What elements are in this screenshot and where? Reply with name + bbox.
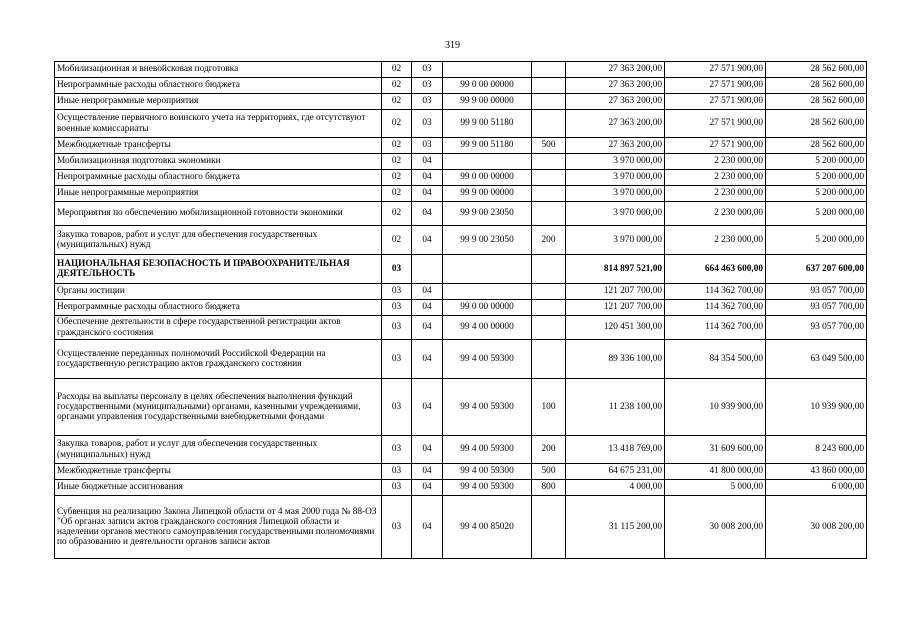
table-row — [55, 170, 867, 186]
table-row — [55, 284, 867, 300]
table-cell-name: Межбюджетные трансферты — [55, 464, 382, 480]
table-cell-name: Мобилизационная подготовка экономики — [55, 154, 382, 170]
table-cell-razdel: 02 — [382, 138, 412, 154]
table-cell-sum-year1: 27 363 200,00 — [566, 78, 665, 94]
table-cell-name: Мобилизационная и вневойсковая подготовка — [55, 62, 382, 78]
table-cell-csr: 99 9 00 23050 — [443, 202, 532, 226]
table-cell-sum-year1: 27 363 200,00 — [566, 110, 665, 138]
table-cell-razdel: 02 — [382, 110, 412, 138]
table-row — [55, 480, 867, 496]
table-cell-vr — [532, 62, 566, 78]
table-cell-razdel: 03 — [382, 300, 412, 316]
table-cell-sum-year3: 28 562 600,00 — [766, 78, 867, 94]
table-cell-razdel: 03 — [382, 340, 412, 379]
table-cell-vr: 800 — [532, 480, 566, 496]
table-cell-sum-year2: 2 230 000,00 — [665, 226, 766, 255]
table-cell-razdel: 03 — [382, 496, 412, 559]
table-cell-sum-year3: 93 057 700,00 — [766, 284, 867, 300]
page-number: 319 — [445, 40, 460, 51]
table-cell-podrazdel: 04 — [412, 436, 443, 464]
table-cell-razdel: 02 — [382, 78, 412, 94]
table-row — [55, 226, 867, 255]
table-cell-csr — [443, 62, 532, 78]
table-cell-name: Осуществление первичного воинского учета на территориях, где отсутствуют военные комиссариаты — [55, 110, 382, 138]
table-cell-vr: 200 — [532, 226, 566, 255]
table-cell-sum-year2: 10 939 900,00 — [665, 379, 766, 436]
table-cell-sum-year3: 637 207 600,00 — [766, 255, 867, 284]
table-cell-name: Расходы на выплаты персоналу в целях обеспечения выполнения функций государственными (муниципальными) органами, казенными учреждениями, органами управления государственными внебюджетными фондами — [55, 379, 382, 436]
table-row — [55, 316, 867, 340]
table-cell-razdel: 03 — [382, 379, 412, 436]
table-cell-sum-year2: 41 800 000,00 — [665, 464, 766, 480]
table-cell-vr — [532, 170, 566, 186]
table-cell-sum-year3: 43 860 000,00 — [766, 464, 867, 480]
table-cell-razdel: 03 — [382, 436, 412, 464]
table-cell-sum-year1: 27 363 200,00 — [566, 94, 665, 110]
table-cell-vr: 200 — [532, 436, 566, 464]
table-cell-csr: 99 4 00 00000 — [443, 316, 532, 340]
table-cell-csr: 99 9 00 51180 — [443, 138, 532, 154]
table-cell-csr — [443, 255, 532, 284]
table-cell-podrazdel: 03 — [412, 78, 443, 94]
table-cell-sum-year3: 93 057 700,00 — [766, 300, 867, 316]
table-cell-sum-year3: 5 200 000,00 — [766, 186, 867, 202]
table-cell-sum-year2: 114 362 700,00 — [665, 284, 766, 300]
table-row — [55, 340, 867, 379]
table-row — [55, 94, 867, 110]
table-cell-sum-year2: 27 571 900,00 — [665, 138, 766, 154]
table-cell-csr: 99 4 00 59300 — [443, 480, 532, 496]
table-cell-name: Иные бюджетные ассигнования — [55, 480, 382, 496]
table-cell-podrazdel: 04 — [412, 186, 443, 202]
table-cell-sum-year1: 814 897 521,00 — [566, 255, 665, 284]
table-cell-podrazdel: 03 — [412, 94, 443, 110]
table-cell-name: Иные непрограммные мероприятия — [55, 94, 382, 110]
table-cell-sum-year3: 6 000,00 — [766, 480, 867, 496]
table-cell-sum-year3: 93 057 700,00 — [766, 316, 867, 340]
table-cell-sum-year1: 13 418 769,00 — [566, 436, 665, 464]
table-cell-csr — [443, 154, 532, 170]
table-row — [55, 110, 867, 138]
table-cell-razdel: 03 — [382, 284, 412, 300]
table-cell-sum-year1: 3 970 000,00 — [566, 186, 665, 202]
table-cell-podrazdel: 03 — [412, 62, 443, 78]
table-cell-name: Закупка товаров, работ и услуг для обеспечения государственных (муниципальных) нужд — [55, 436, 382, 464]
table-cell-sum-year2: 27 571 900,00 — [665, 110, 766, 138]
table-cell-sum-year2: 30 008 200,00 — [665, 496, 766, 559]
table-cell-name: Межбюджетные трансферты — [55, 138, 382, 154]
table-cell-sum-year2: 27 571 900,00 — [665, 94, 766, 110]
table-cell-sum-year3: 28 562 600,00 — [766, 110, 867, 138]
table-cell-sum-year1: 11 238 100,00 — [566, 379, 665, 436]
table-cell-vr — [532, 186, 566, 202]
table-row — [55, 78, 867, 94]
table-cell-podrazdel: 03 — [412, 110, 443, 138]
table-cell-podrazdel: 04 — [412, 202, 443, 226]
table-cell-csr: 99 4 00 59300 — [443, 436, 532, 464]
table-cell-vr: 500 — [532, 464, 566, 480]
table-cell-sum-year1: 120 451 300,00 — [566, 316, 665, 340]
table-cell-podrazdel: 04 — [412, 300, 443, 316]
table-cell-sum-year2: 84 354 500,00 — [665, 340, 766, 379]
table-cell-podrazdel: 04 — [412, 284, 443, 300]
table-row — [55, 379, 867, 436]
table-cell-sum-year3: 63 049 500,00 — [766, 340, 867, 379]
table-cell-sum-year2: 114 362 700,00 — [665, 300, 766, 316]
table-cell-csr: 99 9 00 00000 — [443, 94, 532, 110]
table-cell-csr: 99 9 00 00000 — [443, 186, 532, 202]
table-cell-sum-year1: 64 675 231,00 — [566, 464, 665, 480]
table-cell-razdel: 03 — [382, 464, 412, 480]
table-cell-sum-year3: 30 008 200,00 — [766, 496, 867, 559]
table-cell-podrazdel: 04 — [412, 170, 443, 186]
table-cell-sum-year3: 28 562 600,00 — [766, 62, 867, 78]
table-cell-csr — [443, 284, 532, 300]
table-cell-csr: 99 4 00 59300 — [443, 379, 532, 436]
table-cell-sum-year2: 5 000,00 — [665, 480, 766, 496]
table-row — [55, 154, 867, 170]
table-row — [55, 464, 867, 480]
table-cell-sum-year2: 664 463 600,00 — [665, 255, 766, 284]
table-cell-podrazdel: 04 — [412, 480, 443, 496]
table-cell-razdel: 03 — [382, 255, 412, 284]
table-cell-name: НАЦИОНАЛЬНАЯ БЕЗОПАСНОСТЬ И ПРАВООХРАНИТЕЛЬНАЯ ДЕЯТЕЛЬНОСТЬ — [55, 255, 382, 284]
table-cell-sum-year3: 28 562 600,00 — [766, 94, 867, 110]
table-cell-sum-year3: 10 939 900,00 — [766, 379, 867, 436]
table-cell-csr: 99 9 00 51180 — [443, 110, 532, 138]
table-cell-sum-year1: 3 970 000,00 — [566, 154, 665, 170]
table-row — [55, 436, 867, 464]
table-cell-podrazdel: 04 — [412, 496, 443, 559]
table-cell-name: Органы юстиции — [55, 284, 382, 300]
table-cell-name: Субвенция на реализацию Закона Липецкой области от 4 мая 2000 года № 88-ОЗ "Об органах записи актов гражданского состояния Липецкой области и наделении органов местного самоуправления государственными полномочиями по образованию и деятельности органов записи актов — [55, 496, 382, 559]
table-cell-csr: 99 4 00 59300 — [443, 464, 532, 480]
table-cell-name: Иные непрограммные мероприятия — [55, 186, 382, 202]
table-cell-razdel: 02 — [382, 170, 412, 186]
table-cell-csr: 99 4 00 59300 — [443, 340, 532, 379]
table-cell-podrazdel: 04 — [412, 464, 443, 480]
table-cell-name: Непрограммные расходы областного бюджета — [55, 170, 382, 186]
table-cell-name: Мероприятия по обеспечению мобилизационной готовности экономики — [55, 202, 382, 226]
table-cell-podrazdel: 04 — [412, 340, 443, 379]
table-cell-csr: 99 4 00 85020 — [443, 496, 532, 559]
table-row — [55, 496, 867, 559]
table-cell-csr: 99 0 00 00000 — [443, 300, 532, 316]
table-cell-sum-year1: 121 207 700,00 — [566, 284, 665, 300]
table-cell-sum-year3: 5 200 000,00 — [766, 202, 867, 226]
table-cell-sum-year1: 3 970 000,00 — [566, 226, 665, 255]
table-cell-csr: 99 0 00 00000 — [443, 78, 532, 94]
table-cell-vr — [532, 316, 566, 340]
table-cell-sum-year2: 2 230 000,00 — [665, 154, 766, 170]
table-cell-vr — [532, 78, 566, 94]
table-cell-sum-year2: 31 609 600,00 — [665, 436, 766, 464]
table-cell-sum-year2: 114 362 700,00 — [665, 316, 766, 340]
table-cell-vr — [532, 154, 566, 170]
table-cell-razdel: 02 — [382, 154, 412, 170]
table-cell-sum-year3: 5 200 000,00 — [766, 154, 867, 170]
table-cell-sum-year3: 28 562 600,00 — [766, 138, 867, 154]
table-cell-sum-year2: 27 571 900,00 — [665, 62, 766, 78]
table-cell-vr: 100 — [532, 379, 566, 436]
table-cell-sum-year1: 27 363 200,00 — [566, 138, 665, 154]
table-cell-vr — [532, 300, 566, 316]
table-row — [55, 300, 867, 316]
table-cell-sum-year2: 27 571 900,00 — [665, 78, 766, 94]
table-row — [55, 186, 867, 202]
table-cell-sum-year1: 3 970 000,00 — [566, 170, 665, 186]
table-row — [55, 202, 867, 226]
table-cell-sum-year1: 27 363 200,00 — [566, 62, 665, 78]
table-cell-podrazdel: 04 — [412, 226, 443, 255]
table-cell-name: Закупка товаров, работ и услуг для обеспечения государственных (муниципальных) нужд — [55, 226, 382, 255]
table-cell-razdel: 02 — [382, 186, 412, 202]
table-row — [55, 138, 867, 154]
table-cell-podrazdel: 04 — [412, 316, 443, 340]
table-cell-podrazdel — [412, 255, 443, 284]
table-cell-razdel: 03 — [382, 316, 412, 340]
table-cell-sum-year1: 3 970 000,00 — [566, 202, 665, 226]
table-cell-name: Обеспечение деятельности в сфере государственной регистрации актов гражданского состояния — [55, 316, 382, 340]
table-cell-razdel: 03 — [382, 480, 412, 496]
table-row — [55, 62, 867, 78]
table-row — [55, 255, 867, 284]
table-cell-vr — [532, 255, 566, 284]
table-cell-podrazdel: 04 — [412, 379, 443, 436]
table-cell-vr — [532, 340, 566, 379]
table-cell-vr — [532, 202, 566, 226]
table-cell-razdel: 02 — [382, 202, 412, 226]
table-cell-sum-year1: 4 000,00 — [566, 480, 665, 496]
table-cell-name: Непрограммные расходы областного бюджета — [55, 300, 382, 316]
table-cell-vr — [532, 94, 566, 110]
table-cell-sum-year3: 5 200 000,00 — [766, 226, 867, 255]
table-cell-razdel: 02 — [382, 94, 412, 110]
table-cell-csr: 99 9 00 23050 — [443, 226, 532, 255]
table-cell-sum-year3: 8 243 600,00 — [766, 436, 867, 464]
table-cell-podrazdel: 03 — [412, 138, 443, 154]
table-cell-sum-year2: 2 230 000,00 — [665, 202, 766, 226]
table-cell-podrazdel: 04 — [412, 154, 443, 170]
table-cell-razdel: 02 — [382, 62, 412, 78]
table-cell-sum-year1: 121 207 700,00 — [566, 300, 665, 316]
budget-table — [54, 61, 867, 559]
table-cell-sum-year1: 89 336 100,00 — [566, 340, 665, 379]
table-cell-vr — [532, 110, 566, 138]
table-cell-sum-year2: 2 230 000,00 — [665, 170, 766, 186]
table-cell-vr — [532, 284, 566, 300]
table-cell-name: Осуществление переданных полномочий Российской Федерации на государственную регистрацию актов гражданского состояния — [55, 340, 382, 379]
table-cell-razdel: 02 — [382, 226, 412, 255]
table-cell-csr: 99 0 00 00000 — [443, 170, 532, 186]
table-cell-sum-year1: 31 115 200,00 — [566, 496, 665, 559]
table-cell-sum-year3: 5 200 000,00 — [766, 170, 867, 186]
table-cell-name: Непрограммные расходы областного бюджета — [55, 78, 382, 94]
table-cell-sum-year2: 2 230 000,00 — [665, 186, 766, 202]
table-cell-vr: 500 — [532, 138, 566, 154]
table-cell-vr — [532, 496, 566, 559]
